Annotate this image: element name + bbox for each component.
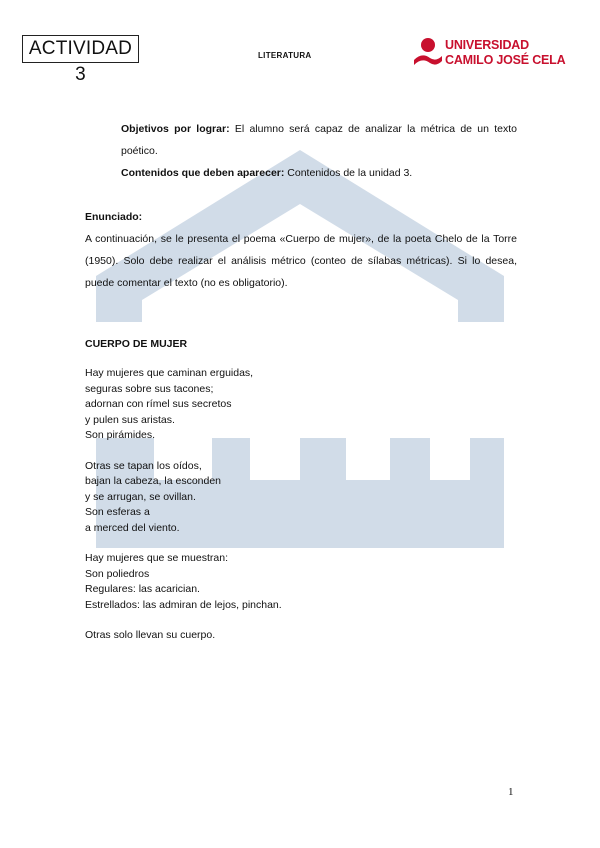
subject-label: LITERATURA <box>258 51 312 60</box>
enunciado-text: A continuación, se le presenta el poema «Cuerpo de mujer», de la poeta Chelo de la Torre (1950). Solo debe realizar el análisis métrico (conteo de sílabas métricas). Si lo desea, puede comentar el texto (no es obligatorio). <box>85 233 517 289</box>
poem-line: Hay mujeres que caminan erguidas, <box>85 367 254 379</box>
poem-stanza-4 <box>85 628 505 644</box>
enunciado-label: Enunciado: <box>85 211 143 223</box>
poem-line: adornan con rímel sus secretos <box>85 398 232 410</box>
poem-line: Son pirámides. <box>85 429 156 441</box>
enunciado-section <box>85 206 517 294</box>
logo-line-1: UNIVERSIDAD <box>445 38 529 52</box>
poem-line: y se arrugan, se ovillan. <box>85 490 196 503</box>
poem-line: Hay mujeres que se muestran: <box>85 552 228 564</box>
poem-line: Otras solo llevan su cuerpo. <box>85 629 216 641</box>
contents-label: Contenidos que deben aparecer: <box>121 167 285 179</box>
logo-line-2: CAMILO JOSÉ CELA <box>445 53 566 67</box>
poem-stanza-3 <box>85 551 505 613</box>
objectives-text: El alumno será capaz de analizar la métrica de un texto poético. <box>121 123 517 157</box>
poem-line: Otras se tapan los oídos, <box>85 459 202 472</box>
poem-line: Estrellados: las admiran de lejos, pinchan. <box>85 598 282 611</box>
objectives-section <box>121 118 517 184</box>
poem-line: y pulen sus aristas. <box>85 413 175 426</box>
contents-paragraph <box>121 162 517 184</box>
poem-stanza-1 <box>85 366 505 444</box>
objectives-label: Objetivos por lograr: <box>121 123 230 135</box>
page-number: 1 <box>508 786 514 798</box>
logo-wordmark <box>445 38 565 68</box>
poem-stanza-2 <box>85 459 505 537</box>
poem-title: CUERPO DE MUJER <box>85 338 188 350</box>
poem-line: Son esferas a <box>85 506 150 518</box>
poem-line: Regulares: las acarician. <box>85 583 200 595</box>
poem-line: seguras sobre sus tacones; <box>85 382 214 395</box>
contents-text: Contenidos de la unidad 3. <box>287 167 413 179</box>
logo-icon <box>412 36 444 70</box>
activity-label: ACTIVIDAD 3 <box>22 35 139 63</box>
university-logo <box>412 36 572 72</box>
poem-line: Son poliedros <box>85 567 150 580</box>
poem-line: bajan la cabeza, la esconden <box>85 475 222 487</box>
objectives-paragraph <box>121 118 517 162</box>
poem <box>85 336 505 659</box>
poem-line: a merced del viento. <box>85 521 180 534</box>
